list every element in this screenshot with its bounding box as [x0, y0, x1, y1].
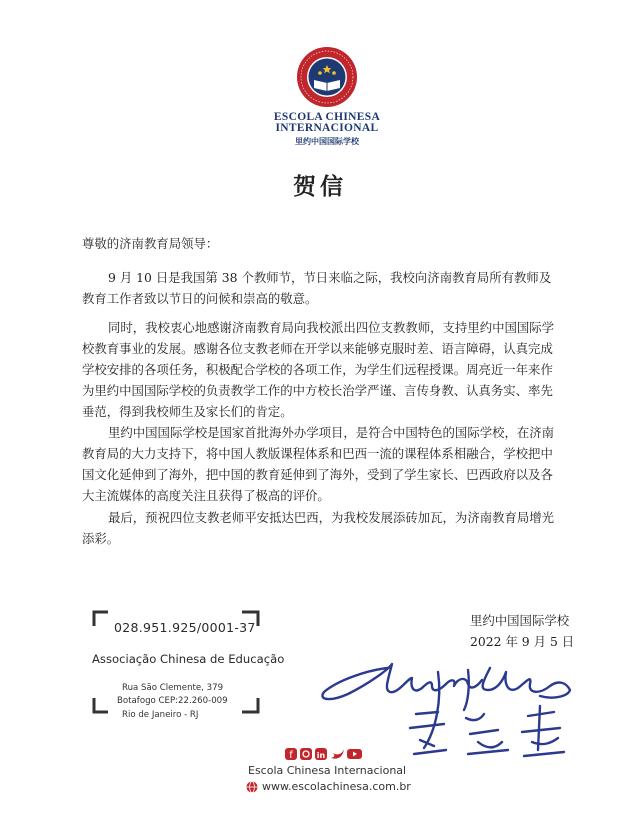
signoff-school: 里约中国国际学校	[470, 613, 570, 628]
stamp-address-line2: Botafogo CEP:22.260-009	[117, 696, 228, 706]
school-name-en-line2: INTERNACIONAL	[275, 122, 379, 134]
facebook-icon[interactable]	[285, 748, 297, 761]
twitter-icon[interactable]	[331, 749, 344, 759]
school-name-en	[220, 112, 434, 134]
letter-title: 贺信	[293, 174, 347, 200]
footer-school-name: Escola Chinesa Internacional	[248, 764, 407, 777]
stamp-association: Associação Chinesa de Educação	[92, 652, 285, 666]
stamp-cnpj: 028.951.925/0001-37	[114, 620, 256, 635]
signoff-date: 2022 年 9 月 5 日	[470, 634, 575, 649]
school-name-en-line1: ESCOLA CHINESA	[273, 111, 381, 123]
paragraph-4: 最后，预祝四位支教老师平安抵达巴西，为我校发展添砖加瓦，为济南教育局增光添彩。	[82, 510, 555, 546]
handwritten-signature	[318, 650, 608, 800]
stamp-address-line1: Rua São Clemente, 379	[122, 683, 224, 693]
svg-text:in: in	[316, 751, 326, 760]
paragraph-2: 同时，我校衷心地感谢济南教育局向我校派出四位支教教师，支持里约中国国际学校教育事业的发展。感谢各位支教老师在开学以来能够克服时差、语言障碍，认真完成学校安排的各项任务，积极配合学校的各项工作，为学生们远程授课。周亮近一年来作为里约中国国际学校的负责教学工作的中方校长治学严谨、言传身教、认真务实、率先垂范，得到我校师生及家长们的肯定。	[82, 320, 555, 419]
globe-icon	[246, 781, 258, 793]
linkedin-icon[interactable]	[315, 748, 327, 760]
stamp-address-line3: Rio de Janeiro - RJ	[122, 710, 199, 720]
svg-text:f: f	[289, 750, 293, 761]
social-icons	[284, 747, 364, 761]
school-logo	[296, 46, 358, 108]
youtube-icon[interactable]	[347, 749, 362, 759]
footer-website-link[interactable]: www.escolachinesa.com.br	[262, 780, 411, 793]
school-name-zh: 里约中国国际学校	[295, 136, 359, 146]
instagram-icon[interactable]	[300, 748, 312, 760]
paragraph-1: 9 月 10 日是我国第 38 个教师节，节日来临之际，我校向济南教育局所有教师及教育工作者致以节日的问候和崇高的敬意。	[82, 270, 552, 306]
paragraph-3: 里约中国国际学校是国家首批海外办学项目，是符合中国特色的国际学校，在济南教育局的大力支持下，将中国人教版课程体系和巴西一流的课程体系相融合，学校把中国文化延伸到了海外，把中国的教育延伸到了海外，受到了学生家长、巴西政府以及各大主流媒体的高度关注且获得了极高的评价。	[82, 425, 555, 503]
greeting: 尊敬的济南教育局领导：	[82, 236, 219, 251]
